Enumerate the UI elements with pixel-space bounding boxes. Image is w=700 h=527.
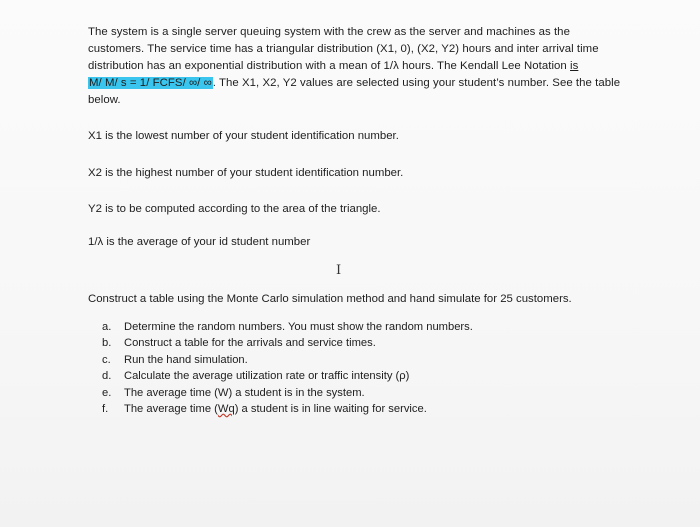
list-item-text <box>124 337 376 349</box>
list-marker: d. <box>102 370 112 383</box>
list-item-text <box>124 370 409 382</box>
list-marker: f. <box>102 402 109 415</box>
item-text: The average time (W) a student is in the system. <box>124 386 365 399</box>
list-item-text <box>124 403 427 415</box>
list-marker: e. <box>102 386 112 399</box>
spellcheck-wq: Wq <box>217 402 235 415</box>
definition-lambda: 1/λ is the average of your id student number <box>88 236 311 248</box>
list-item-text <box>124 321 473 333</box>
definition-x2: X2 is the highest number of your student identification number. <box>88 167 404 179</box>
intro-line-4 <box>88 75 648 92</box>
item-text: The average time ( <box>124 402 218 415</box>
intro-line-4-text: . The X1, X2, Y2 values are selected using your student’s number. See the table <box>212 77 621 89</box>
intro-line-1: The system is a single server queuing system with the crew as the server and machines as the <box>88 26 570 38</box>
intro-line-3-text: distribution has an exponential distribution with a mean of 1/λ hours. The Kendall Lee Notation <box>88 60 571 72</box>
intro-line-2: customers. The service time has a triangular distribution (X1, 0), (X2, Y2) hours and inter arrival time <box>88 43 599 55</box>
item-text: Run the hand simulation. <box>124 353 248 366</box>
intro-line-5: below. <box>88 94 121 106</box>
list-marker: b. <box>102 337 112 350</box>
kendall-notation-highlight: M/ M/ s = 1/ FCFS/ ∞/ ∞ <box>89 77 212 89</box>
text-cursor-icon: I <box>336 263 342 278</box>
list-item-text <box>124 387 365 399</box>
definition-x1: X1 is the lowest number of your student identification number. <box>88 130 399 142</box>
definition-y2: Y2 is to be computed according to the area of the triangle. <box>88 203 381 215</box>
item-text: Calculate the average utilization rate or traffic intensity (ρ) <box>124 370 410 383</box>
intro-line-3 <box>88 58 648 75</box>
list-item-text <box>124 354 248 366</box>
item-text: Construct a table for the arrivals and service times. <box>124 337 376 350</box>
list-marker: a. <box>102 321 112 333</box>
item-text: Determine the random numbers. You must show the random numbers. <box>124 321 473 333</box>
task-statement: Construct a table using the Monte Carlo simulation method and hand simulate for 25 customers. <box>88 293 572 305</box>
intro-paragraph <box>88 24 648 109</box>
underlined-is: is <box>570 60 579 72</box>
item-text-tail: ) a student is in line waiting for service. <box>234 402 427 415</box>
list-marker: c. <box>102 353 111 366</box>
